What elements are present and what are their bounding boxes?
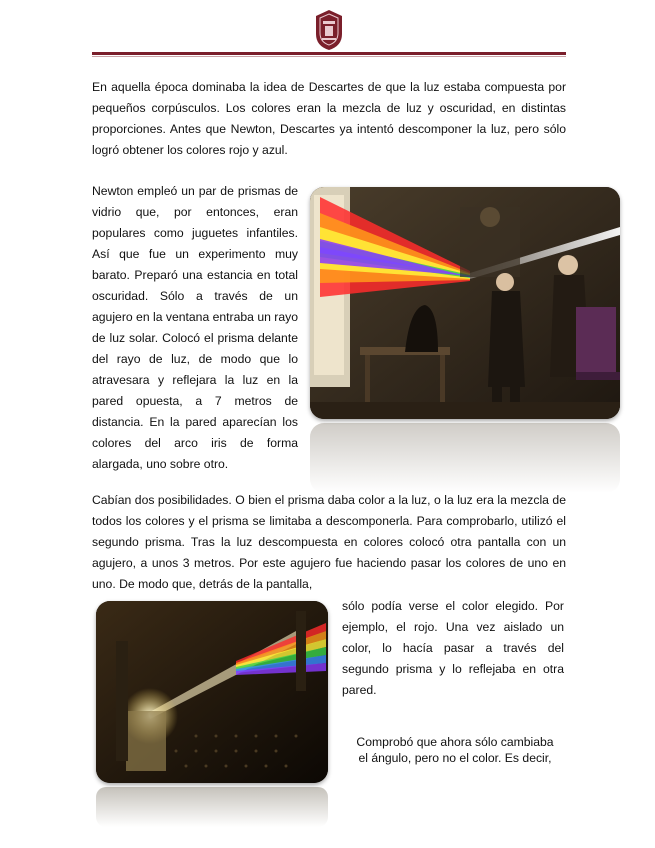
newton-prism-illustration-reflection [310,423,620,493]
institution-logo-icon [312,8,346,52]
paragraph-descartes: En aquella época dominaba la idea de Descartes de que la luz estaba compuesta por pequeños corpúsculos. Los colores eran la mezcla de luz y oscuridad, en distintas proporciones. Antes que Newton, Descartes ya intentó descomponer la luz, pero sólo logró obtener los colores rojo y azul. [92,80,566,157]
header-rule-thin [92,56,566,57]
header-rule [92,52,566,55]
paragraph-only-chosen-color: sólo podía verse el color elegido. Por ejemplo, el rojo. Una vez aislado un color, lo hacía pasar a través del segundo prisma y lo reflejaba en otra pared. [342,599,564,697]
paragraph-angle-not-color: Comprobó que ahora sólo cambiaba el ángulo, pero no el color. Es decir, [356,735,554,765]
paragraph-newton-prisms: Newton empleó un par de prismas de vidrio que, por entonces, eran populares como juguetes infantiles. Así que fue un experimento muy barato. Preparó una estancia en total oscuridad. Sólo a través de un agujero en la ventana entraba un rayo de luz solar. Colocó el prisma delante del rayo de luz, de modo que lo atravesara y reflejara la luz en la pared opuesta, a 7 metros de distancia. En la pared aparecían los colores del arco iris de forma alargada, uno sobre otro. [92,184,298,471]
paragraph-two-possibilities: Cabían dos posibilidades. O bien el prisma daba color a la luz, o la luz era la mezcla de todos los colores y el prisma se limitaba a descomponerla. Para comprobarlo, utilizó el segundo prisma. Tras la luz descompuesta en colores colocó otra pantalla con un agujero, a unos 3 metros. Por este agujero fue haciendo pasar los colores de uno en uno. De modo que, detrás de la pantalla, [92,493,566,591]
prism-lab-photo [96,601,328,783]
newton-prism-illustration [310,187,620,419]
prism-lab-photo-reflection [96,787,328,827]
